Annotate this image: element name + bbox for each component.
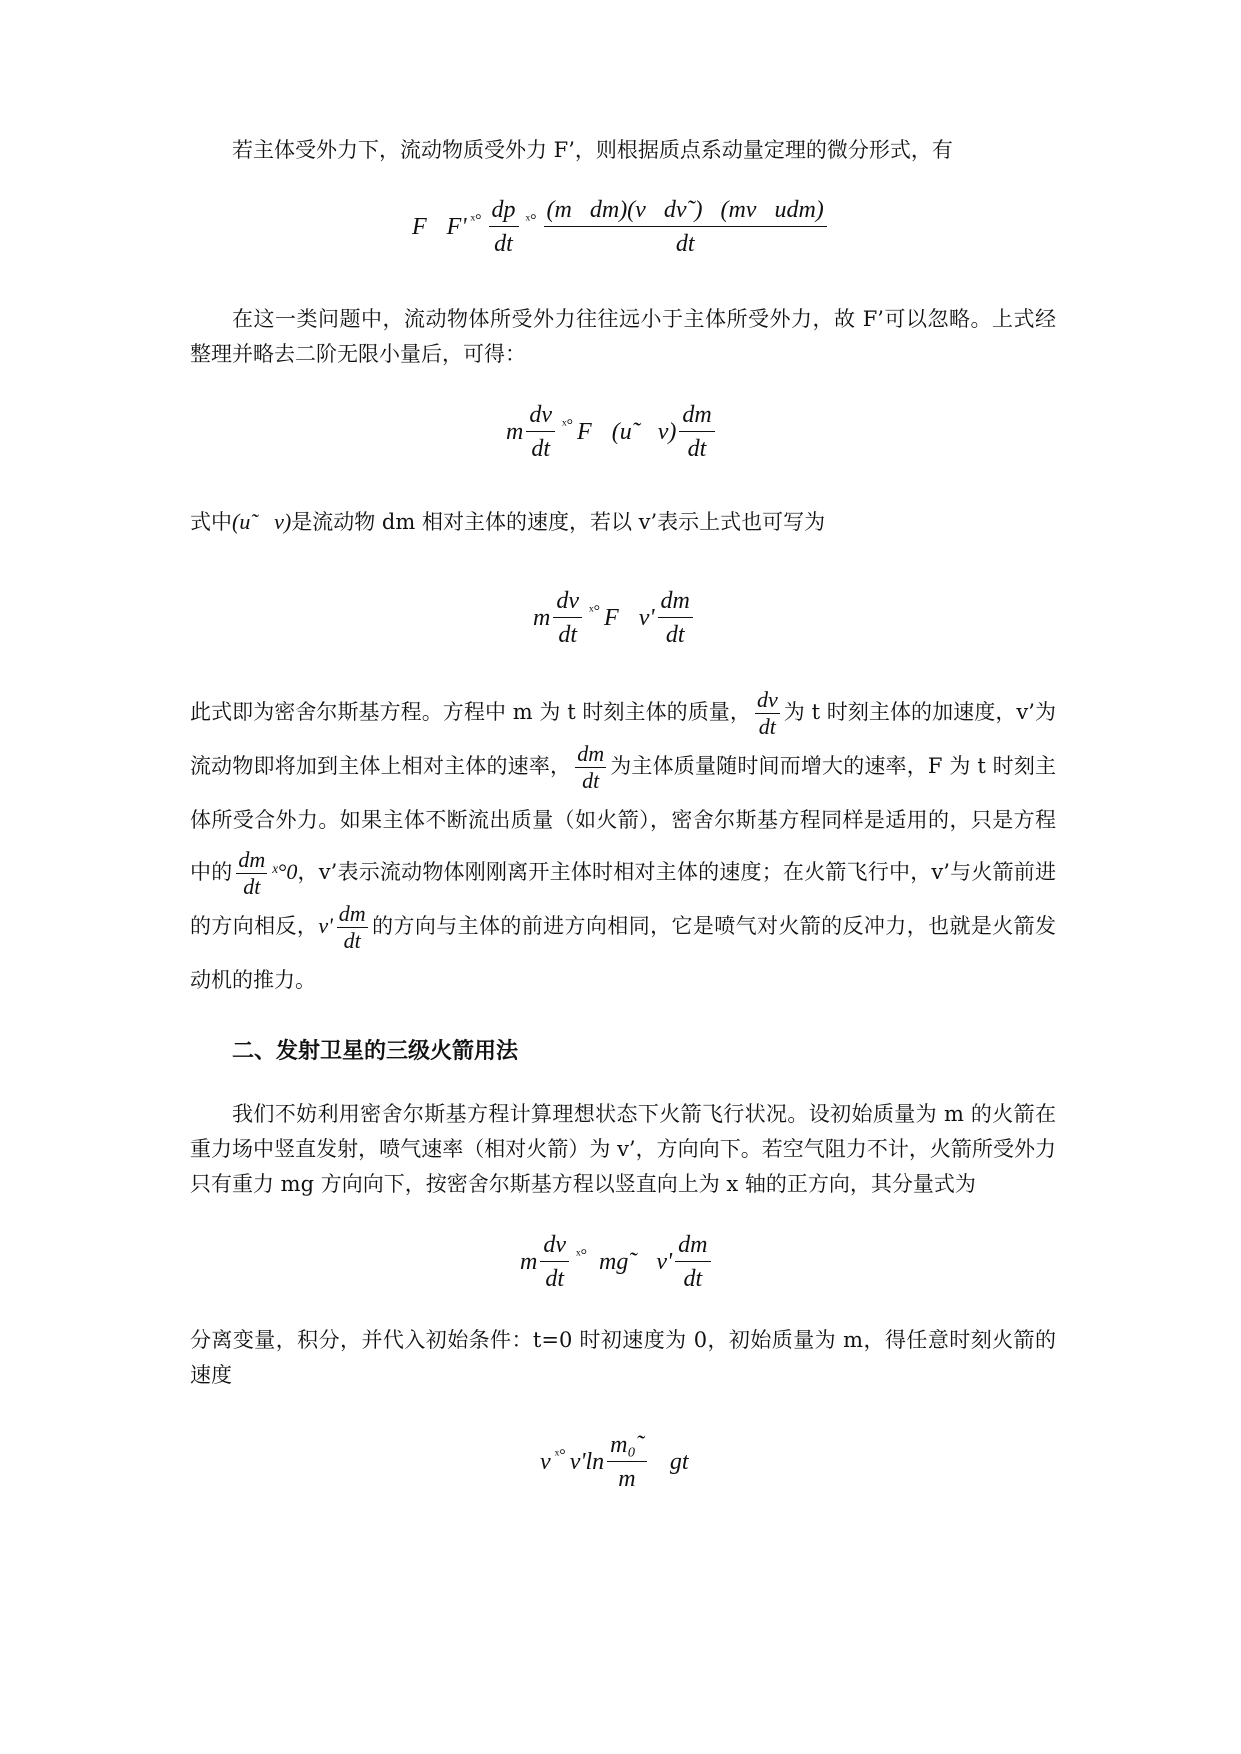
eq1-frac1-denominator: dt bbox=[494, 231, 513, 257]
equation-rocket-component bbox=[520, 1230, 714, 1294]
eq5-frac2-denominator: dt bbox=[683, 1266, 703, 1292]
eq5-frac2-numerator: dm bbox=[675, 1230, 710, 1262]
eq1-frac1-numerator: dp bbox=[489, 195, 519, 227]
eq5-frac-dv-dt bbox=[540, 1230, 569, 1294]
equation-momentum-theorem bbox=[412, 195, 830, 259]
inline-dmdt3-numerator: dm bbox=[338, 901, 366, 926]
eq4-frac2-denominator: dt bbox=[665, 622, 685, 648]
eq4-equals-glyph: ˣ° bbox=[589, 603, 601, 620]
paragraph-3-suffix: 是流动物 dm 相对主体的速度，若以 v’表示上式也可写为 bbox=[291, 510, 826, 534]
paragraph-4-part-e: 的方向与主体的前进方向相同，它是喷气对火箭的反冲力，也就是火箭发动机的推力。 bbox=[190, 914, 1057, 992]
inline-dvdt-numerator: dv bbox=[756, 687, 778, 712]
eq1-equals-glyph-2: ˣ° bbox=[525, 212, 537, 229]
eq4-m: m bbox=[533, 604, 551, 631]
eq4-frac-dm-dt bbox=[658, 586, 693, 650]
inline-dvdt-denominator: dt bbox=[758, 714, 776, 739]
eq2-m: m bbox=[506, 418, 524, 445]
eq2-relative-velocity: (u˜ v) bbox=[611, 418, 677, 445]
eq5-frac-dm-dt bbox=[675, 1230, 710, 1294]
inline-vprime: v' bbox=[318, 913, 333, 938]
inline-dmdt2-denominator: dt bbox=[243, 874, 261, 899]
inline-frac-dm-dt bbox=[575, 741, 606, 794]
eq2-frac2-numerator: dm bbox=[679, 400, 714, 432]
eq6-frac-numerator: m₀˜ bbox=[607, 1430, 647, 1462]
inline-dmdt2-numerator: dm bbox=[238, 847, 266, 872]
inline-frac-dm-dt-2 bbox=[236, 847, 267, 900]
eq4-frac1-numerator: dv bbox=[553, 586, 582, 618]
paragraph-4-part-d: ，v’表示流动物体刚刚离开主体时相对主体的速度；在火箭飞行中，v’与火箭前进的方向相反， bbox=[190, 860, 1056, 938]
eq6-vprime-ln: v'ln bbox=[569, 1448, 605, 1475]
eq4-vprime: v' bbox=[638, 604, 655, 631]
eq1-frac2-numerator: (m dm)(v dv˜) (mv udm) bbox=[544, 195, 827, 227]
eq5-m: m bbox=[520, 1248, 538, 1275]
paragraph-6: 分离变量，积分，并代入初始条件：t=0 时初速度为 0，初始质量为 m，得任意时刻火箭的速度 bbox=[190, 1328, 1056, 1387]
paragraph-4 bbox=[190, 686, 1056, 1006]
eq1-F: F bbox=[412, 213, 427, 240]
eq5-equals-glyph: ˣ° bbox=[576, 1247, 588, 1264]
paragraph-3-prefix: 式中 bbox=[190, 510, 232, 534]
eq5-frac1-denominator: dt bbox=[545, 1266, 564, 1292]
eq5-mg: mg˜ bbox=[599, 1248, 637, 1275]
eq2-frac1-denominator: dt bbox=[531, 436, 550, 462]
inline-less-than-zero: ˣ°0 bbox=[271, 859, 298, 884]
paragraph-2: 在这一类问题中，流动物体所受外力往往远小于主体所受外力，故 F’可以忽略。上式经整理并略去二阶无限小量后，可得： bbox=[190, 307, 1056, 366]
eq2-frac-dv-dt bbox=[526, 400, 555, 464]
paragraph-3-inline-equation: (u˜ v) bbox=[232, 509, 292, 534]
eq1-equals-glyph: ˣ° bbox=[470, 212, 482, 229]
paragraph-1: 若主体受外力下，流动物质受外力 F’，则根据质点系动量定理的微分形式，有 bbox=[232, 138, 953, 162]
paragraph-4-part-b: 为 t 时刻主体的加速度，v’为流动物即将加到主体上相对主体的速率， bbox=[190, 700, 1056, 778]
eq2-frac1-numerator: dv bbox=[526, 400, 555, 432]
eq5-frac1-numerator: dv bbox=[540, 1230, 569, 1262]
inline-dmdt-numerator: dm bbox=[577, 741, 605, 766]
eq6-frac-denominator: m bbox=[618, 1466, 636, 1492]
equation-meshchersky bbox=[533, 586, 696, 650]
eq4-frac-dv-dt bbox=[553, 586, 582, 650]
section-heading: 二、发射卫星的三级火箭用法 bbox=[232, 1039, 519, 1064]
eq2-frac2-denominator: dt bbox=[687, 436, 707, 462]
equation-rocket-velocity bbox=[540, 1430, 688, 1494]
eq6-v: v bbox=[540, 1448, 551, 1475]
paragraph-5: 我们不妨利用密舍尔斯基方程计算理想状态下火箭飞行状况。设初始质量为 m 的火箭在重力场中竖直发射，喷气速率（相对火箭）为 v’，方向向下。若空气阻力不计，火箭所受外力只有重力 mg 方向向下，按密舍尔斯基方程以竖直向上为 x 轴的正方向，其分量式为 bbox=[190, 1102, 1056, 1196]
eq6-gt: gt bbox=[669, 1448, 689, 1475]
eq4-frac1-denominator: dt bbox=[558, 622, 577, 648]
inline-frac-dm-dt-3 bbox=[337, 901, 368, 954]
eq5-vprime: v' bbox=[656, 1248, 673, 1275]
paragraph-3 bbox=[190, 504, 1056, 540]
inline-dmdt-denominator: dt bbox=[582, 768, 600, 793]
eq1-frac-momentum bbox=[544, 195, 827, 259]
paragraph-4-part-a: 此式即为密舍尔斯基方程。方程中 m 为 t 时刻主体的质量， bbox=[190, 700, 751, 724]
eq2-frac-dm-dt bbox=[679, 400, 714, 464]
eq1-frac-dp-dt bbox=[489, 195, 519, 259]
eq6-frac-m0-m bbox=[607, 1430, 647, 1494]
eq2-equals-glyph: ˣ° bbox=[562, 417, 574, 434]
eq1-Fprime: F' bbox=[446, 213, 467, 240]
paragraph-4-part-c: 为主体质量随时间而增大的速率，F 为 t 时刻主体所受合外力。如果主体不断流出质量（如火箭），密舍尔斯基方程同样是适用的，只是方程中的 bbox=[190, 754, 1056, 884]
inline-frac-dv-dt bbox=[755, 687, 780, 740]
eq4-F: F bbox=[604, 604, 619, 631]
eq1-frac2-denominator: dt bbox=[675, 231, 695, 257]
inline-dmdt3-denominator: dt bbox=[343, 928, 361, 953]
eq4-frac2-numerator: dm bbox=[658, 586, 693, 618]
equation-reduced bbox=[506, 400, 718, 464]
eq2-F: F bbox=[577, 418, 592, 445]
eq6-equals-glyph: ˣ° bbox=[554, 1447, 566, 1464]
